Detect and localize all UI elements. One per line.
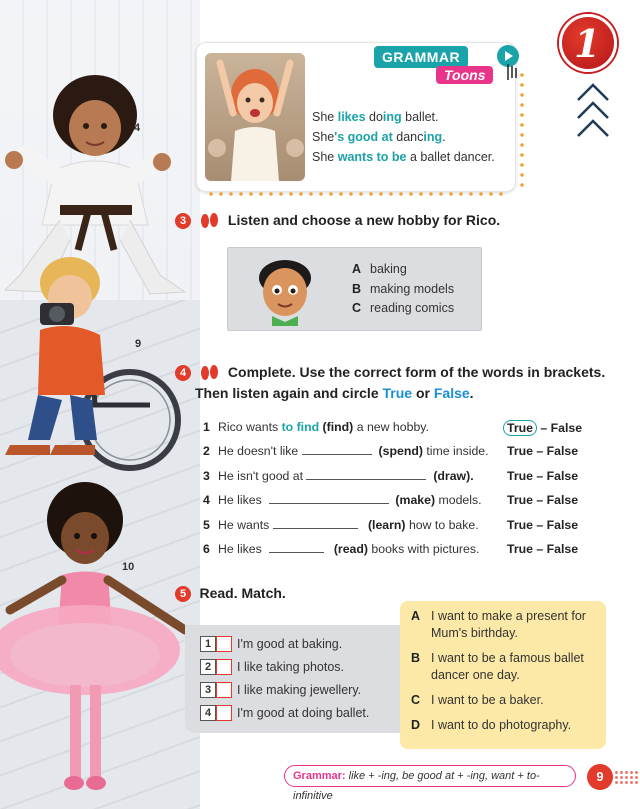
unit-badge-icon (559, 14, 617, 72)
exercise-number: 5 (175, 586, 191, 602)
grammar-footer: Grammar: like + -ing, be good at + -ing, want + to-infinitive (284, 765, 576, 787)
grammar-toons-logo[interactable] (374, 46, 486, 83)
hobby-options (352, 260, 454, 319)
grammar-label: GRAMMAR (374, 46, 468, 68)
exercise-title: Read. Match. (199, 585, 286, 601)
answer-blank[interactable] (302, 445, 372, 455)
list-item: 5 He wants (learn) how to bake. True – False (203, 517, 579, 532)
ballerina-illustration (0, 480, 200, 809)
match-answer-box[interactable] (216, 705, 232, 721)
figure-number-10: 10 (122, 561, 135, 573)
toons-label: Toons (436, 66, 493, 84)
exercise-number: 3 (175, 213, 191, 229)
option-c[interactable]: C reading comics (352, 301, 455, 315)
decorative-dots (206, 192, 506, 196)
page-number: 9 (587, 764, 613, 790)
chevron-up-icon (576, 80, 610, 142)
decorative-dots (520, 70, 524, 190)
match-option: C I want to be a baker. (411, 693, 544, 707)
option-a[interactable]: A baking (352, 262, 407, 276)
answer-blank[interactable] (269, 494, 389, 504)
exercise-3-header (175, 212, 500, 230)
grammar-line: She wants to be a ballet dancer. (312, 150, 495, 164)
rico-avatar (250, 254, 320, 326)
answer-blank[interactable] (306, 470, 426, 480)
list-item: 1 Rico wants to find (find) a new hobby. True – False (203, 420, 583, 435)
exercise-number: 4 (175, 365, 191, 381)
match-option: D I want to do photography. (411, 718, 572, 732)
grammar-line: She likes doing ballet. (312, 110, 439, 124)
grammar-line: She's good at dancing. (312, 130, 446, 144)
match-item: 2 I like taking photos. (200, 659, 344, 675)
answer-blank[interactable] (273, 519, 358, 529)
true-false-choice[interactable]: True – False (507, 468, 579, 483)
match-answer-box[interactable] (216, 636, 232, 652)
match-item: 4 I'm good at doing ballet. (200, 705, 369, 721)
listen-footprint-icon[interactable] (199, 212, 219, 230)
list-item: 3 He isn't good at (draw). True – False (203, 468, 579, 483)
true-false-choice[interactable]: True – False (507, 420, 582, 436)
side-illustration (0, 0, 200, 809)
wheelchair-boy-illustration (0, 255, 195, 480)
match-item: 3 I like making jewellery. (200, 682, 361, 698)
exercise-4-header (175, 362, 605, 403)
match-option: A I want to make a present for Mum's birthday. (411, 609, 586, 640)
list-item: 2 He doesn't like (spend) time inside. True – False (203, 444, 579, 459)
listen-footprint-icon[interactable] (199, 364, 219, 382)
option-b[interactable]: B making models (352, 281, 455, 296)
decorative-dots (614, 770, 640, 784)
match-option: B I want to be a famous ballet dancer one day. (411, 651, 584, 682)
match-answer-box[interactable] (216, 682, 232, 698)
exercise-title: Complete. Use the correct form of the words in brackets. (227, 364, 606, 380)
true-false-choice[interactable]: True – False (507, 493, 579, 508)
true-false-choice[interactable]: True – False (507, 517, 579, 532)
ballerina-photo (205, 53, 305, 181)
figure-number-4: 4 (134, 122, 141, 134)
grammar-example-lines (312, 107, 495, 167)
match-item: 1 I'm good at baking. (200, 636, 342, 652)
figure-number-9: 9 (135, 338, 142, 350)
answer-blank[interactable] (269, 543, 324, 553)
unit-number: 1 (574, 21, 601, 66)
exercise-5-header (175, 585, 286, 603)
list-item: 6 He likes (read) books with pictures. True – False (203, 541, 579, 556)
exercise-title: Listen and choose a new hobby for Rico. (227, 212, 501, 229)
match-answer-box[interactable] (216, 659, 232, 675)
true-false-choice[interactable]: True – False (507, 444, 579, 459)
list-item: 4 He likes (make) models. True – False (203, 493, 579, 508)
true-false-choice[interactable]: True – False (507, 541, 579, 556)
rico-options-card (227, 247, 482, 331)
exercise-4-list (203, 420, 593, 566)
exercise-subtitle: Then listen again and circle True or False. (195, 385, 474, 401)
